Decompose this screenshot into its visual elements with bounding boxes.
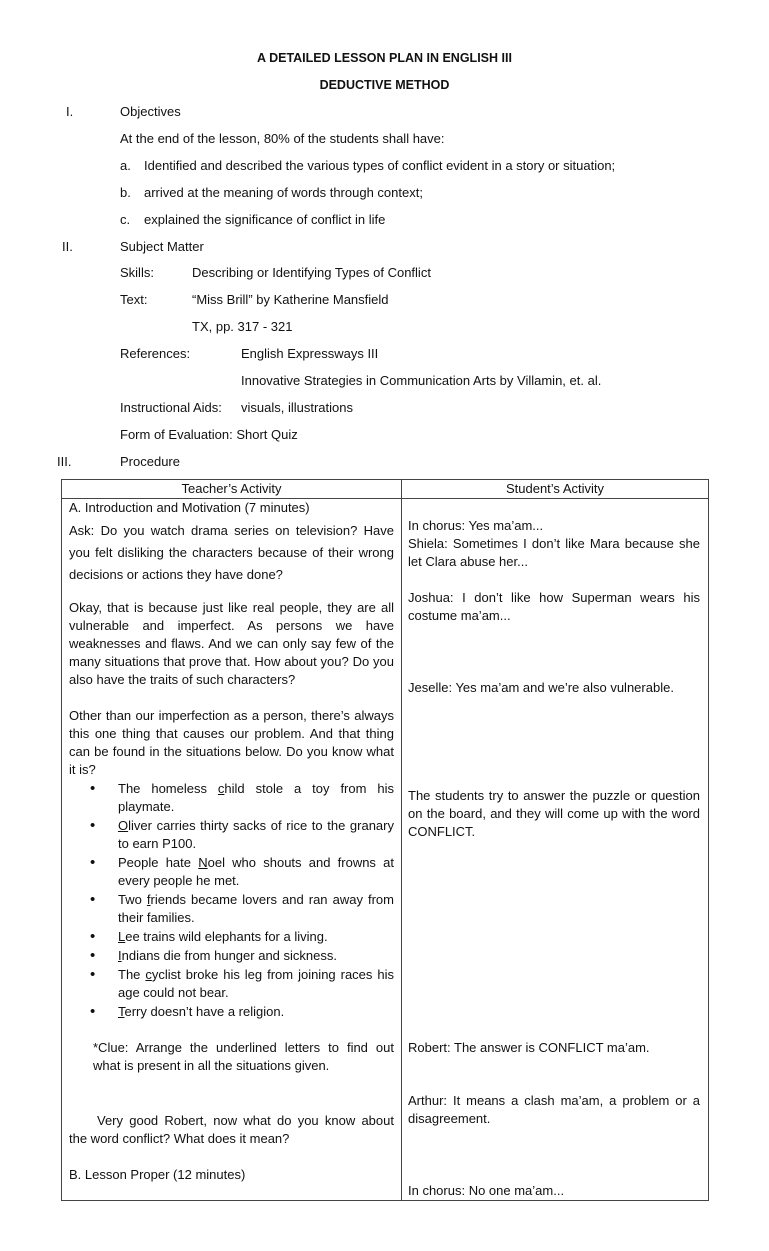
document-title: A DETAILED LESSON PLAN IN ENGLISH III [257,51,512,65]
objective-letter-a: a. [120,158,131,173]
aids-value: visuals, illustrations [241,400,353,415]
document-subtitle: DEDUCTIVE METHOD [319,78,450,92]
skills-label: Skills: [120,265,154,280]
reference-item-1: English Expressways III [241,346,379,361]
text-label: Text: [120,292,148,307]
objectives-heading: Objectives [120,104,181,119]
student-activity-header: Student’s Activity [505,481,605,496]
objective-letter-b: b. [120,185,131,200]
objective-item-a: Identified and described the various types of conflict evident in a story or situation; [144,158,616,173]
objectives-numeral: I. [66,104,74,119]
objective-letter-c: c. [120,212,131,227]
situation-item: • Oliver carries thirty sacks of rice to the granary to earn P100. [86,817,394,853]
teacher-other: Other than our imperfection as a person, there’s always this one thing that causes our problem. And that thing can be found in the situations below. Do you know what it is? [69,708,394,777]
teacher-very-good: Very good Robert, now what do you know about the word conflict? What does it mean? [69,1113,394,1146]
aids-label: Instructional Aids: [120,400,222,415]
situation-item: • Two friends became lovers and ran away from their families. [86,891,394,927]
student-puzzle: The students try to answer the puzzle or question on the board, and they will come up with the word CONFLICT. [408,788,700,839]
situation-item: • The homeless child stole a toy from his playmate. [86,780,394,816]
situation-item: • Lee trains wild elephants for a living. [86,928,394,946]
activity-table [61,479,709,1201]
text-value: “Miss Brill” by Katherine Mansfield [192,292,389,307]
section-a-heading: A. Introduction and Motivation (7 minutes) [69,500,310,515]
teacher-activity-header: Teacher’s Activity [181,481,282,496]
student-robert: Robert: The answer is CONFLICT ma’am. [408,1040,650,1055]
procedure-numeral: III. [57,454,72,469]
skills-value: Describing or Identifying Types of Conflict [192,265,431,280]
student-shiela: Shiela: Sometimes I don’t like Mara because she let Clara abuse her... [408,536,700,569]
objectives-intro: At the end of the lesson, 80% of the students shall have: [120,131,445,146]
situation-item: • People hate Noel who shouts and frowns at every people he met. [86,854,394,890]
reference-item-2: Innovative Strategies in Communication Arts by Villamin, et. al. [241,373,602,388]
subject-matter-numeral: II. [62,239,73,254]
section-b-heading: B. Lesson Proper (12 minutes) [69,1167,246,1182]
student-chorus-no: In chorus: No one ma’am... [408,1183,565,1198]
teacher-clue: *Clue: Arrange the underlined letters to find out what is present in all the situations given. [93,1040,394,1073]
text-pages: TX, pp. 317 - 321 [192,319,293,334]
situation-item: • Indians die from hunger and sickness. [86,947,394,965]
student-arthur: Arthur: It means a clash ma’am, a problem or a disagreement. [408,1093,700,1126]
objective-item-b: arrived at the meaning of words through context; [144,185,423,200]
student-jeselle: Jeselle: Yes ma’am and we’re also vulnerable. [408,680,674,695]
student-chorus-yes: In chorus: Yes ma’am... [408,518,544,533]
student-joshua: Joshua: I don’t like how Superman wears his costume ma’am... [408,590,700,623]
procedure-heading: Procedure [120,454,180,469]
teacher-ask: Ask: Do you watch drama series on television? Have you felt disliking the characters because of their wrong decisions or actions they have done? [69,523,394,582]
objective-item-c: explained the significance of conflict in life [144,212,386,227]
references-label: References: [120,346,191,361]
situation-item: • The cyclist broke his leg from joining races his age could not bear. [86,966,394,1002]
teacher-okay: Okay, that is because just like real people, they are all vulnerable and imperfect. As persons we have weaknesses and flaws. And we can only say few of the many situations that prove that. How about you? Do you also have the traits of such characters? [69,600,394,687]
subject-matter-heading: Subject Matter [120,239,204,254]
column-divider [401,480,402,1200]
situation-item: • Terry doesn’t have a religion. [86,1003,394,1021]
situations-list [86,780,394,1022]
evaluation-line: Form of Evaluation: Short Quiz [120,427,298,442]
